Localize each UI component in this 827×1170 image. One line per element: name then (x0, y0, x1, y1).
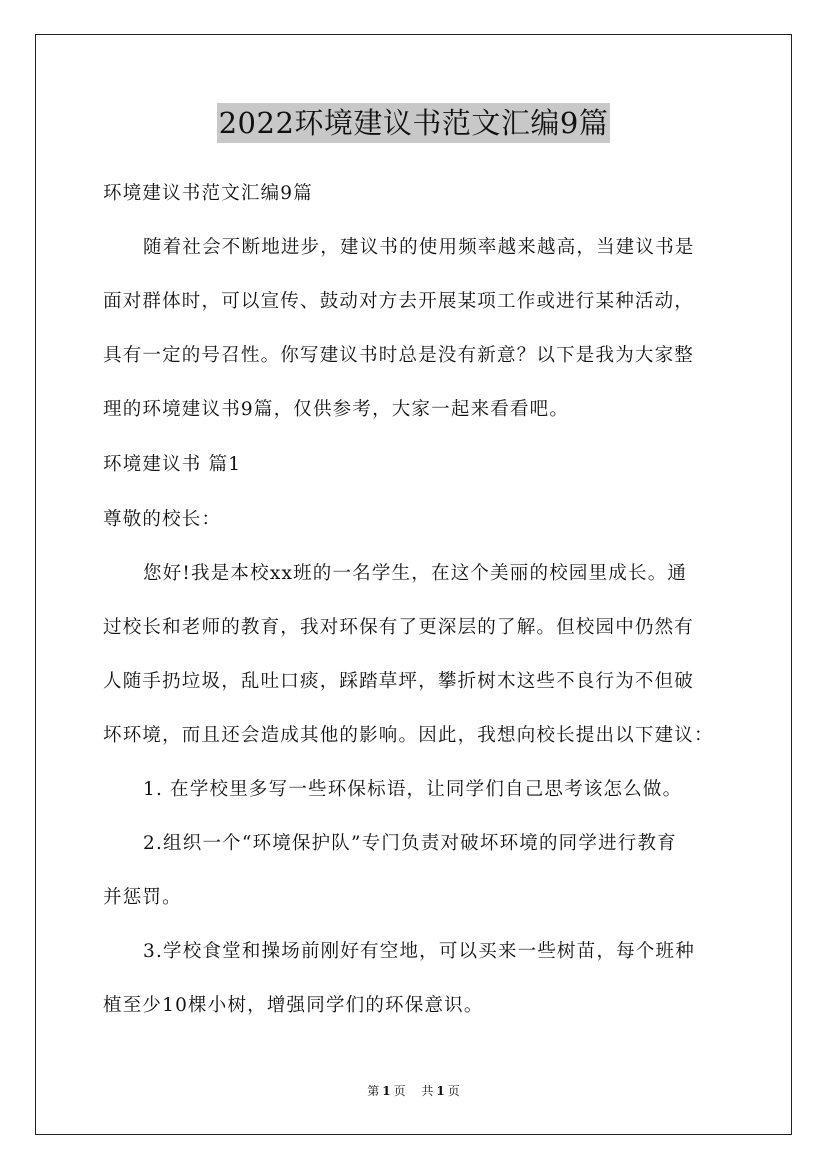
intro-line-4: 理的环境建议书9篇，仅供参考，大家一起来看看吧。 (103, 399, 570, 420)
page-number: 1 (382, 1084, 391, 1098)
body-line-3: 人随手扔垃圾，乱吐口痰，踩踏草坪，攀折树木这些不良行为不但破 (103, 671, 695, 692)
intro-line-3: 具有一定的号召性。你写建议书时总是没有新意？以下是我为大家整 (103, 345, 695, 366)
body-line-4: 坏环境，而且还会造成其他的影响。因此，我想向校长提出以下建议： (103, 725, 714, 746)
total-label-prefix: 共 (421, 1084, 434, 1098)
page-indicator (364, 1084, 408, 1098)
suggestion-2: 2.组织一个“环境保护队”专门负责对破坏环境的同学进行教育 (143, 833, 677, 854)
body-line-1: 您好!我是本校xx班的一名学生，在这个美丽的校园里成长。通 (143, 563, 688, 584)
total-pages: 1 (436, 1084, 445, 1098)
document-subtitle: 环境建议书范文汇编9篇 (103, 183, 313, 204)
suggestion-1: 1. 在学校里多写一些环保标语，让同学们自己思考该怎么做。 (143, 779, 683, 800)
salutation: 尊敬的校长： (103, 509, 222, 530)
document-title: 2022环境建议书范文汇编9篇 (217, 103, 611, 143)
total-indicator (418, 1084, 462, 1098)
section-heading: 环境建议书 篇1 (103, 454, 242, 475)
page-label-suffix: 页 (393, 1084, 406, 1098)
body-line-2: 过校长和老师的教育，我对环保有了更深层的了解。但校园中仍然有 (103, 617, 695, 638)
suggestion-3-continued: 植至少10棵小树，增强同学们的环保意识。 (103, 995, 484, 1016)
suggestion-3: 3.学校食堂和操场前刚好有空地，可以买来一些树苗，每个班种 (143, 941, 695, 962)
intro-line-2: 面对群体时，可以宣传、鼓动对方去开展某项工作或进行某种活动， (103, 291, 695, 312)
intro-line-1: 随着社会不断地进步，建议书的使用频率越来越高，当建议书是 (143, 237, 695, 258)
page-label-prefix: 第 (367, 1084, 380, 1098)
title-container (0, 103, 827, 143)
total-label-suffix: 页 (447, 1084, 460, 1098)
suggestion-2-continued: 并惩罚。 (103, 887, 182, 908)
page-footer (0, 1083, 827, 1099)
